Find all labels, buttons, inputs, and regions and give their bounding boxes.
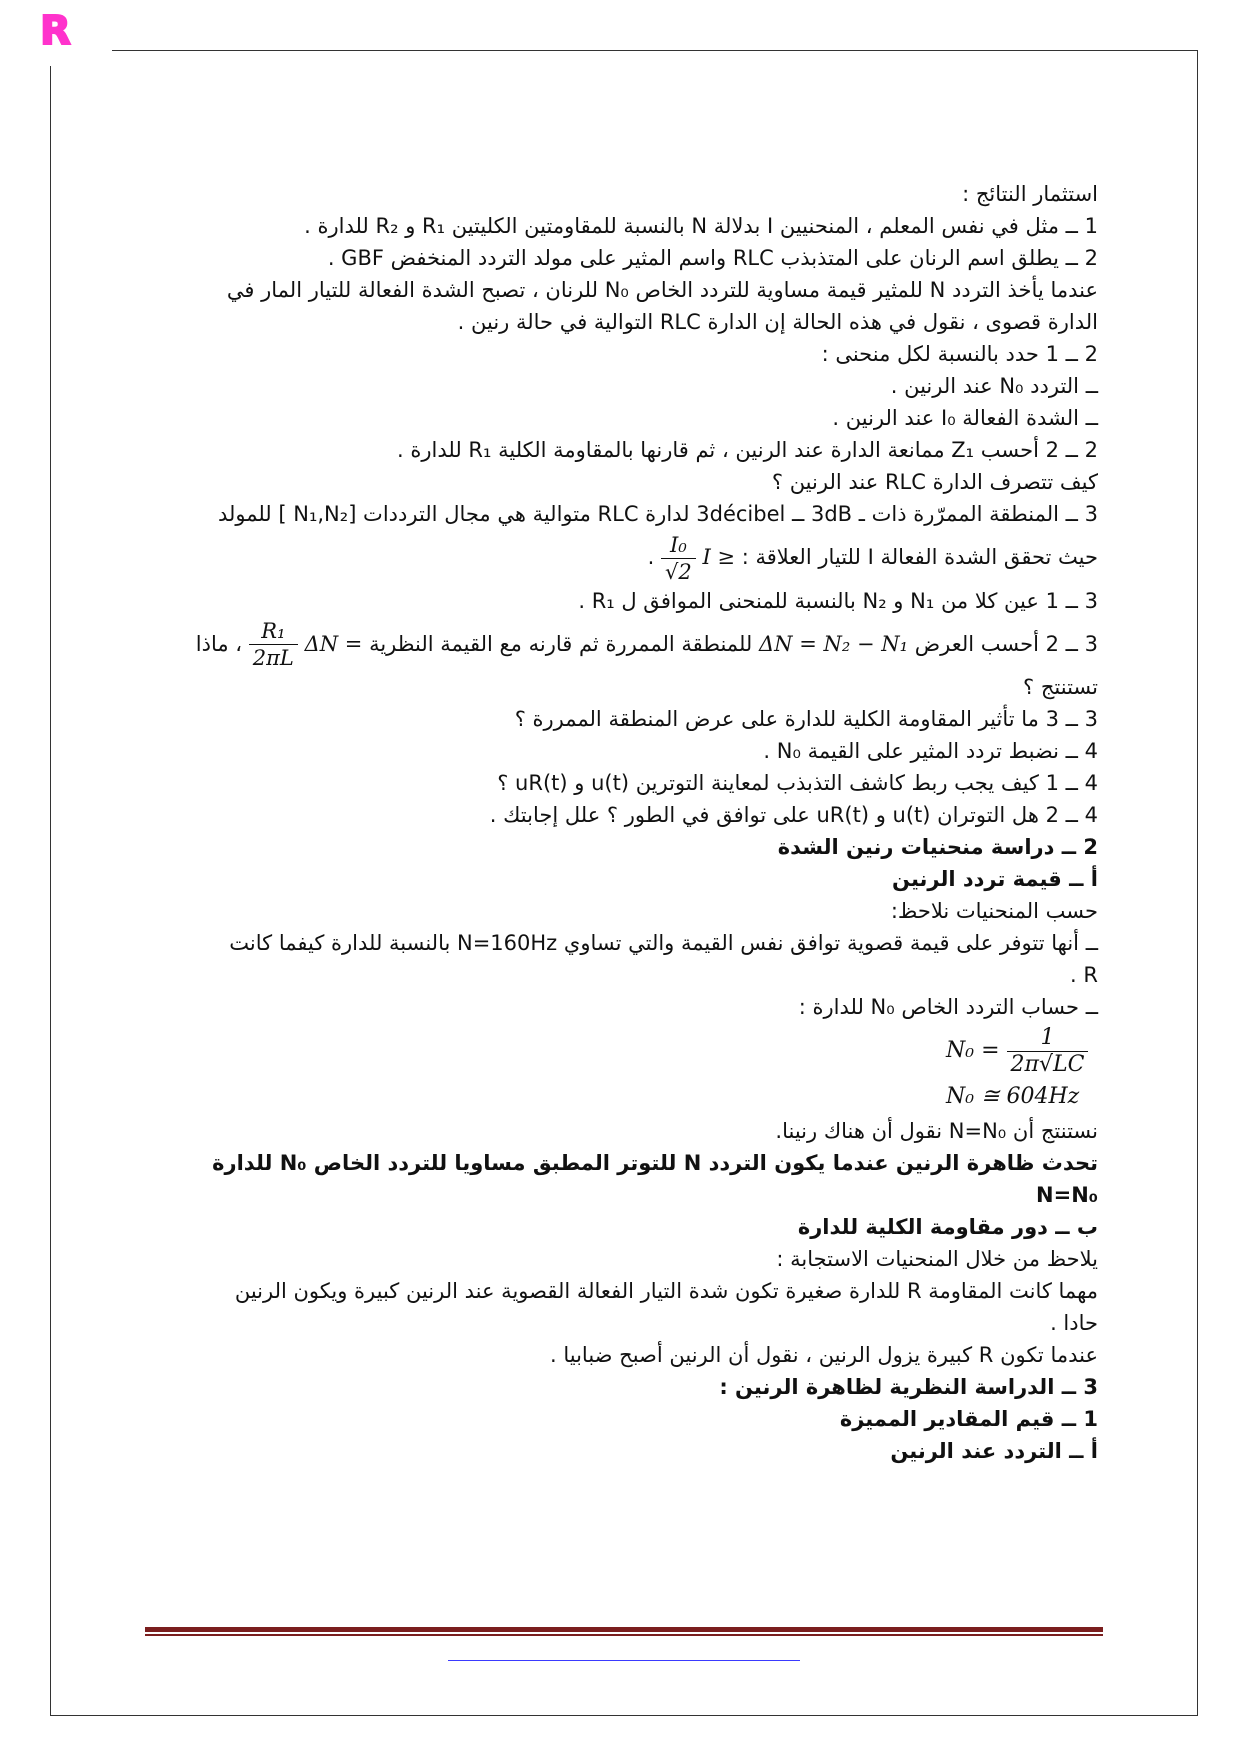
relation-text: حيث تحقق الشدة الفعالة I للتيار العلاقة : xyxy=(741,545,1098,569)
q3-2-theory-fraction xyxy=(249,618,298,671)
footer-rule-thick xyxy=(145,1627,1103,1632)
line-observe-1-end: R . xyxy=(1070,963,1098,987)
equation-n0-formula xyxy=(946,1023,1098,1079)
line-large-r: عندما تكون R كبيرة يزول الرنين ، نقول أن الرنين أصبح ضبابيا . xyxy=(549,1343,1098,1367)
line-small-r: مهما كانت المقاومة R للدارة صغيرة تكون شدة التيار الفعالة القصوية عند الرنين كبيرة ويكون الرنين xyxy=(234,1279,1098,1303)
line-resonance-def-1: عندما يأخذ التردد N للمثير قيمة مساوية للتردد الخاص N₀ للرنان ، تصبح الشدة الفعالة للتيار المار في xyxy=(226,278,1098,302)
line-q4: 4 ــ نضبط تردد المثير على القيمة N₀ . xyxy=(763,739,1098,763)
line-q2-1: 2 ــ 1 حدد بالنسبة لكل منحنى : xyxy=(821,342,1098,366)
line-q2-2-b: كيف تتصرف الدارة RLC عند الرنين ؟ xyxy=(771,470,1098,494)
line-q2-1-a: ــ التردد N₀ عند الرنين . xyxy=(890,374,1098,398)
line-q1: 1 ــ مثل في نفس المعلم ، المنحنيين I بدلالة N بالنسبة للمقاومتين الكليتين R₁ و R₂ للدارة . xyxy=(304,214,1098,238)
line-q4-1: 4 ــ 1 كيف يجب ربط كاشف التذبذب لمعاينة التوترين u(t) و uR(t) ؟ xyxy=(497,771,1098,795)
q3-2-part-c: ، ماذا xyxy=(195,631,243,656)
line-calc-n0: ــ حساب التردد الخاص N₀ للدارة : xyxy=(798,995,1098,1019)
line-q3-2 xyxy=(150,617,1098,672)
relation-end: . xyxy=(647,545,655,569)
line-resonance-rule: تحدث ظاهرة الرنين عندما يكون التردد N للتوتر المطبق مساويا للتردد الخاص N₀ للدارة xyxy=(212,1151,1098,1175)
section-2a-title: أ ــ قيمة تردد الرنين xyxy=(892,867,1098,891)
line-response: يلاحظ من خلال المنحنيات الاستجابة : xyxy=(776,1247,1098,1271)
footer-rule-thin xyxy=(145,1634,1103,1636)
line-q3: 3 ــ المنطقة الممرّرة ذات ـ 3dB ــ 3décibel لدارة RLC متوالية هي مجال الترددات [N₁,N₂ ] للمولد xyxy=(217,502,1098,526)
q3-2-denominator: 2πL xyxy=(252,646,294,670)
line-q2: 2 ــ يطلق اسم الرنان على المتذبذب RLC واسم المثير على مولد التردد المنخفض GBF . xyxy=(327,246,1098,270)
line-heading-results: استثمار النتائج : xyxy=(962,182,1098,206)
line-q2-2: 2 ــ 2 أحسب Z₁ ممانعة الدارة عند الرنين ، ثم قارنها بالمقاومة الكلية R₁ للدارة . xyxy=(397,438,1098,462)
frame-right-line xyxy=(1197,50,1198,1715)
footer-link-underline[interactable] xyxy=(448,1660,800,1661)
section-2b-title: ب ــ دور مقاومة الكلية للدارة xyxy=(797,1215,1098,1239)
eq1-fraction xyxy=(1007,1025,1089,1078)
line-observe-1: ــ أنها تتوفر على قيمة قصوية توافق نفس القيمة والتي تساوي N=160Hz بالنسبة للدارة كيفما كانت xyxy=(229,931,1098,955)
q3-2-part-a: 3 ــ 2 أحسب العرض xyxy=(914,631,1098,656)
q3-2-theory-lhs: ΔN = xyxy=(304,631,363,656)
q3-2-part-b: للمنطقة الممررة ثم قارنه مع القيمة النظرية xyxy=(369,631,753,656)
frame-top-line xyxy=(112,50,1198,51)
frame-bottom-line xyxy=(50,1715,1198,1716)
section-3-title: 3 ــ الدراسة النظرية لظاهرة الرنين : xyxy=(719,1375,1098,1399)
relation-denominator: √2 xyxy=(665,559,692,584)
document-body xyxy=(150,178,1098,1467)
relation-lhs: I ≥ xyxy=(702,545,736,569)
section-2-title: 2 ــ دراسة منحنيات رنين الشدة xyxy=(777,835,1098,859)
line-conclude: نستنتج أن N=N₀ نقول أن هناك رنينا. xyxy=(775,1119,1098,1143)
section-3-1-title: 1 ــ قيم المقادير المميزة xyxy=(839,1407,1098,1431)
line-resonance-def-2: الدارة قصوى ، نقول في هذه الحالة إن الدارة RLC التوالية في حالة رنين . xyxy=(457,310,1098,334)
line-observe: حسب المنحنيات نلاحظ: xyxy=(890,899,1098,923)
frame-left-line xyxy=(50,66,51,1716)
logo-r: R xyxy=(40,8,71,54)
eq1-numerator: 1 xyxy=(1007,1025,1089,1052)
section-3-1a-title: أ ــ التردد عند الرنين xyxy=(890,1439,1098,1463)
eq1-denominator: 2π√LC xyxy=(1010,1051,1085,1077)
equation-n0-value: N₀ ≅ 604Hz xyxy=(946,1084,1080,1109)
line-q4-2: 4 ــ 2 هل التوتران u(t) و uR(t) على توافق في الطور ؟ علل إجابتك . xyxy=(489,803,1098,827)
line-resonance-rule-eq: N=N₀ xyxy=(1036,1183,1098,1207)
line-q3-2-end: تستنتج ؟ xyxy=(1023,675,1098,699)
relation-fraction xyxy=(661,532,696,585)
line-q3-relation xyxy=(150,530,1098,585)
eq1-lhs: N₀ = xyxy=(946,1038,1000,1063)
relation-numerator: I₀ xyxy=(661,532,696,559)
line-small-r-end: حادا . xyxy=(1050,1311,1098,1335)
q3-2-width-eq: ΔN = N₂ − N₁ xyxy=(759,631,909,656)
line-q2-1-b: ــ الشدة الفعالة I₀ عند الرنين . xyxy=(832,406,1098,430)
line-q3-1: 3 ــ 1 عين كلا من N₁ و N₂ بالنسبة للمنحنى الموافق ل R₁ . xyxy=(578,588,1098,613)
q3-2-numerator: R₁ xyxy=(249,618,298,645)
line-q3-3: 3 ــ 3 ما تأثير المقاومة الكلية للدارة على عرض المنطقة الممررة ؟ xyxy=(514,707,1098,731)
